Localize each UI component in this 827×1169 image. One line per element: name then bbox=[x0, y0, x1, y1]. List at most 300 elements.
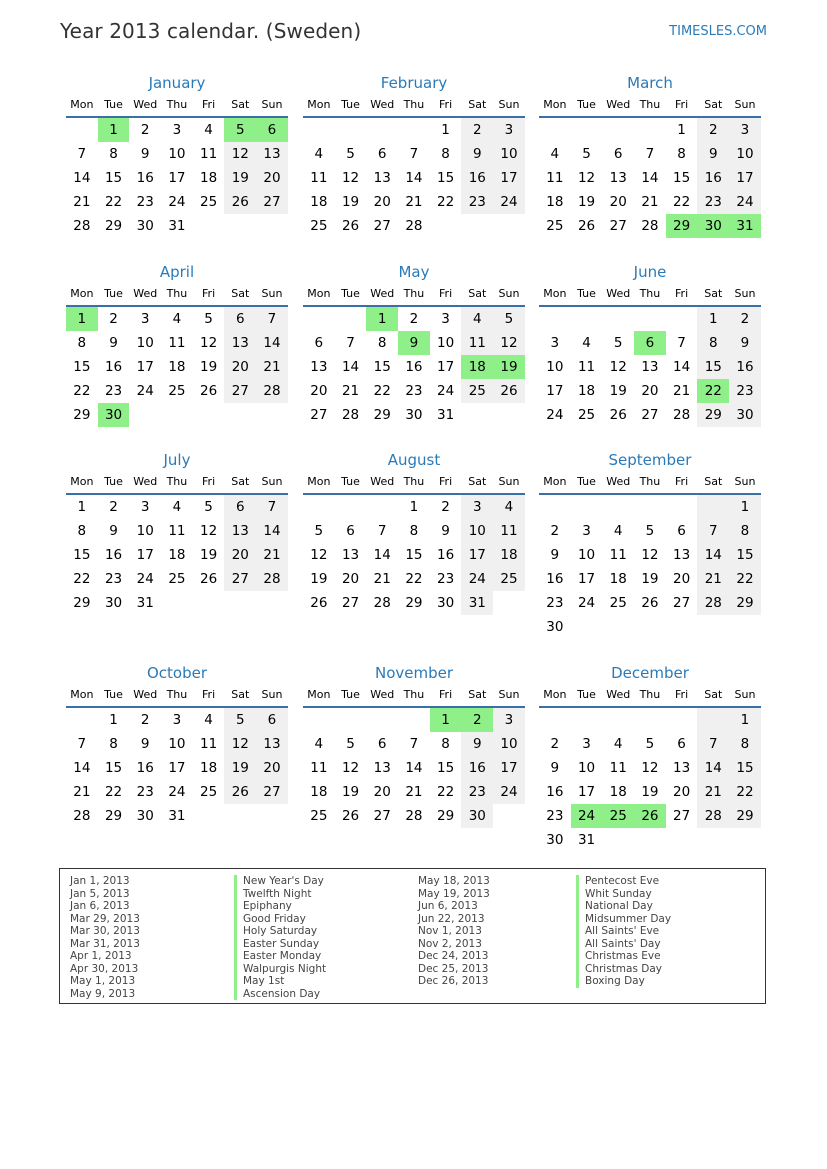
weekday-label: Sun bbox=[498, 98, 520, 111]
day-cell: 28 bbox=[405, 808, 423, 824]
day-cell: 12 bbox=[200, 523, 218, 539]
day-cell: 4 bbox=[314, 736, 324, 752]
day-cell: 13 bbox=[310, 359, 328, 375]
weekday-label: Mon bbox=[307, 98, 331, 111]
day-cell: 1 bbox=[430, 708, 462, 732]
empty-cell bbox=[461, 403, 493, 427]
month-april bbox=[66, 261, 288, 427]
day-cell: 2 bbox=[109, 499, 118, 515]
weekday-label: Tue bbox=[577, 688, 596, 701]
day-cell: 26 bbox=[609, 407, 627, 423]
empty-cell bbox=[461, 214, 493, 238]
day-cell: 18 bbox=[168, 359, 186, 375]
day-cell: 4 bbox=[461, 307, 493, 331]
empty-cell bbox=[571, 118, 603, 142]
day-cell: 29 bbox=[729, 804, 761, 828]
day-cell: 13 bbox=[224, 519, 256, 543]
day-cell: 17 bbox=[729, 166, 761, 190]
day-cell: 1 bbox=[729, 495, 761, 519]
day-cell: 27 bbox=[256, 780, 288, 804]
weekday-header bbox=[539, 684, 761, 708]
day-cell: 21 bbox=[73, 194, 91, 210]
day-cell: 26 bbox=[634, 804, 666, 828]
day-cell: 12 bbox=[224, 732, 256, 756]
day-cell: 29 bbox=[666, 214, 698, 238]
day-cell: 5 bbox=[224, 708, 256, 732]
day-cell: 2 bbox=[729, 307, 761, 331]
day-cell: 12 bbox=[310, 547, 328, 563]
empty-cell bbox=[303, 307, 335, 331]
day-cell: 1 bbox=[409, 499, 419, 515]
weekday-label: Mon bbox=[543, 475, 567, 488]
day-cell: 2 bbox=[697, 118, 729, 142]
day-cell: 10 bbox=[493, 732, 525, 756]
day-cell: 9 bbox=[729, 331, 761, 355]
day-cell: 3 bbox=[461, 495, 493, 519]
weekday-label: Thu bbox=[403, 688, 425, 701]
day-cell: 23 bbox=[136, 784, 154, 800]
weekday-header bbox=[66, 94, 288, 118]
empty-cell bbox=[303, 118, 335, 142]
empty-cell bbox=[634, 828, 666, 852]
day-cell: 19 bbox=[200, 547, 218, 563]
day-cell: 11 bbox=[461, 331, 493, 355]
day-cell: 15 bbox=[437, 170, 455, 186]
day-cell: 30 bbox=[136, 808, 154, 824]
day-cell: 15 bbox=[73, 359, 91, 375]
legend-dates-col2 bbox=[418, 875, 490, 988]
day-cell: 6 bbox=[634, 331, 666, 355]
day-cell: 19 bbox=[641, 571, 659, 587]
empty-cell bbox=[224, 214, 256, 238]
day-cell: 24 bbox=[546, 407, 564, 423]
day-cell: 7 bbox=[677, 335, 686, 351]
day-cell: 5 bbox=[346, 736, 355, 752]
empty-cell bbox=[634, 495, 666, 519]
day-cell: 22 bbox=[104, 784, 123, 800]
weekday-label: Sat bbox=[704, 688, 723, 701]
weekday-label: Sun bbox=[734, 688, 756, 701]
day-cell: 18 bbox=[577, 383, 596, 399]
month-name: May bbox=[398, 263, 430, 281]
weekday-label: Mon bbox=[543, 98, 567, 111]
weekday-label: Mon bbox=[543, 287, 567, 300]
day-cell: 5 bbox=[224, 118, 256, 142]
day-cell: 6 bbox=[677, 736, 686, 752]
empty-cell bbox=[571, 307, 603, 331]
day-cell: 6 bbox=[224, 307, 256, 331]
weekday-label: Wed bbox=[133, 287, 158, 300]
day-cell: 23 bbox=[546, 595, 564, 611]
day-grid bbox=[303, 118, 525, 238]
day-cell: 21 bbox=[641, 194, 659, 210]
weekday-label: Fri bbox=[202, 98, 216, 111]
weekday-header bbox=[303, 283, 525, 307]
empty-cell bbox=[493, 804, 525, 828]
holiday-name: Pentecost Eve bbox=[576, 875, 671, 888]
day-cell: 8 bbox=[677, 146, 686, 162]
empty-cell bbox=[335, 307, 367, 331]
empty-cell bbox=[366, 708, 398, 732]
day-cell: 8 bbox=[409, 523, 419, 539]
weekday-label: Mon bbox=[307, 475, 331, 488]
holiday-date: Nov 2, 2013 bbox=[418, 937, 482, 950]
holiday-name: Easter Monday bbox=[234, 950, 326, 963]
day-cell: 14 bbox=[641, 170, 659, 186]
weekday-label: Thu bbox=[166, 98, 188, 111]
empty-cell bbox=[602, 307, 634, 331]
holiday-date: Mar 31, 2013 bbox=[70, 937, 140, 950]
day-cell: 30 bbox=[405, 407, 423, 423]
day-cell: 9 bbox=[398, 331, 430, 355]
day-cell: 28 bbox=[373, 595, 391, 611]
day-cell: 8 bbox=[109, 146, 118, 162]
day-cell: 28 bbox=[256, 379, 288, 403]
weekday-label: Wed bbox=[606, 475, 631, 488]
empty-cell bbox=[571, 708, 603, 732]
day-cell: 2 bbox=[550, 736, 560, 752]
day-cell: 24 bbox=[437, 383, 455, 399]
weekday-label: Tue bbox=[104, 287, 123, 300]
day-cell: 20 bbox=[256, 166, 288, 190]
month-november bbox=[303, 662, 525, 828]
day-cell: 1 bbox=[109, 712, 118, 728]
weekday-label: Wed bbox=[133, 475, 158, 488]
day-cell: 1 bbox=[98, 118, 130, 142]
holiday-name: Boxing Day bbox=[576, 975, 671, 988]
day-cell: 22 bbox=[373, 383, 391, 399]
day-cell: 7 bbox=[346, 335, 355, 351]
day-cell: 18 bbox=[609, 784, 627, 800]
day-grid bbox=[303, 708, 525, 828]
weekday-header bbox=[303, 471, 525, 495]
day-cell: 1 bbox=[729, 708, 761, 732]
day-grid bbox=[66, 118, 288, 238]
day-cell: 31 bbox=[168, 218, 186, 234]
day-cell: 30 bbox=[546, 619, 564, 635]
day-cell: 4 bbox=[172, 499, 182, 515]
day-cell: 16 bbox=[546, 784, 564, 800]
empty-cell bbox=[539, 708, 571, 732]
day-cell: 12 bbox=[641, 547, 659, 563]
day-cell: 13 bbox=[373, 760, 391, 776]
day-cell: 20 bbox=[224, 355, 256, 379]
day-cell: 3 bbox=[140, 499, 150, 515]
weekday-header bbox=[539, 283, 761, 307]
day-grid bbox=[66, 307, 288, 427]
day-cell: 17 bbox=[493, 756, 525, 780]
day-cell: 30 bbox=[104, 595, 123, 611]
weekday-label: Sun bbox=[498, 475, 520, 488]
empty-cell bbox=[335, 708, 367, 732]
weekday-label: Fri bbox=[439, 688, 453, 701]
weekday-label: Sat bbox=[468, 688, 487, 701]
day-cell: 24 bbox=[136, 571, 154, 587]
weekday-label: Fri bbox=[439, 287, 453, 300]
empty-cell bbox=[66, 118, 98, 142]
day-cell: 12 bbox=[200, 335, 218, 351]
holiday-date: May 18, 2013 bbox=[418, 875, 490, 887]
day-cell: 5 bbox=[613, 335, 623, 351]
weekday-label: Mon bbox=[70, 475, 94, 488]
holiday-name: National Day bbox=[576, 900, 671, 913]
day-cell: 9 bbox=[697, 142, 729, 166]
weekday-label: Wed bbox=[370, 475, 395, 488]
day-cell: 29 bbox=[729, 591, 761, 615]
empty-cell bbox=[129, 403, 161, 427]
day-cell: 30 bbox=[437, 595, 455, 611]
month-name: February bbox=[380, 74, 448, 92]
day-cell: 15 bbox=[373, 359, 391, 375]
day-cell: 11 bbox=[493, 519, 525, 543]
day-cell: 27 bbox=[310, 407, 328, 423]
day-cell: 11 bbox=[200, 736, 218, 752]
day-cell: 17 bbox=[461, 543, 493, 567]
empty-cell bbox=[224, 591, 256, 615]
day-cell: 22 bbox=[405, 571, 423, 587]
day-cell: 28 bbox=[73, 218, 91, 234]
weekday-label: Sun bbox=[734, 475, 756, 488]
day-cell: 28 bbox=[256, 567, 288, 591]
empty-cell bbox=[335, 495, 367, 519]
day-cell: 5 bbox=[582, 146, 591, 162]
holiday-date: Jun 22, 2013 bbox=[418, 912, 485, 925]
weekday-label: Thu bbox=[403, 287, 425, 300]
holiday-date: May 1, 2013 bbox=[70, 975, 136, 987]
day-cell: 11 bbox=[310, 170, 328, 186]
day-cell: 4 bbox=[613, 523, 623, 539]
empty-cell bbox=[539, 118, 571, 142]
day-cell: 13 bbox=[224, 331, 256, 355]
holiday-date: May 9, 2013 bbox=[70, 987, 136, 1000]
weekday-label: Tue bbox=[341, 475, 360, 488]
weekday-label: Fri bbox=[202, 287, 216, 300]
day-cell: 7 bbox=[409, 736, 419, 752]
day-cell: 3 bbox=[729, 118, 761, 142]
day-cell: 18 bbox=[200, 170, 218, 186]
weekday-label: Sat bbox=[231, 475, 250, 488]
empty-cell bbox=[430, 214, 462, 238]
day-cell: 10 bbox=[577, 760, 596, 776]
weekday-label: Thu bbox=[639, 688, 661, 701]
day-cell: 12 bbox=[577, 170, 596, 186]
day-cell: 29 bbox=[697, 403, 729, 427]
day-cell: 16 bbox=[136, 760, 154, 776]
day-cell: 5 bbox=[204, 499, 213, 515]
day-cell: 19 bbox=[609, 383, 627, 399]
day-cell: 23 bbox=[461, 780, 493, 804]
empty-cell bbox=[666, 828, 698, 852]
holiday-date: Jan 1, 2013 bbox=[70, 875, 130, 887]
day-cell: 5 bbox=[346, 146, 355, 162]
day-cell: 6 bbox=[314, 335, 324, 351]
day-cell: 18 bbox=[546, 194, 564, 210]
day-cell: 10 bbox=[168, 736, 186, 752]
page-title: Year 2013 calendar. (Sweden) bbox=[60, 19, 362, 43]
day-cell: 18 bbox=[168, 547, 186, 563]
day-cell: 29 bbox=[104, 218, 123, 234]
day-cell: 18 bbox=[310, 784, 328, 800]
weekday-label: Thu bbox=[639, 98, 661, 111]
day-cell: 9 bbox=[461, 142, 493, 166]
day-cell: 4 bbox=[493, 495, 525, 519]
day-cell: 19 bbox=[493, 355, 525, 379]
day-cell: 10 bbox=[546, 359, 564, 375]
day-cell: 31 bbox=[136, 595, 154, 611]
day-cell: 19 bbox=[224, 756, 256, 780]
day-cell: 6 bbox=[377, 146, 387, 162]
empty-cell bbox=[66, 708, 98, 732]
day-cell: 8 bbox=[697, 331, 729, 355]
day-cell: 16 bbox=[437, 547, 455, 563]
day-cell: 11 bbox=[577, 359, 596, 375]
day-cell: 25 bbox=[609, 595, 627, 611]
holiday-date: Dec 24, 2013 bbox=[418, 950, 489, 962]
day-cell: 11 bbox=[310, 760, 328, 776]
day-cell: 16 bbox=[546, 571, 564, 587]
site-link[interactable]: TIMESLES.COM bbox=[669, 24, 767, 39]
day-cell: 25 bbox=[546, 218, 564, 234]
day-cell: 28 bbox=[341, 407, 360, 423]
day-cell: 22 bbox=[104, 194, 123, 210]
day-cell: 15 bbox=[104, 760, 123, 776]
day-cell: 3 bbox=[493, 708, 525, 732]
empty-cell bbox=[256, 804, 288, 828]
empty-cell bbox=[697, 708, 729, 732]
holiday-name: Holy Saturday bbox=[234, 925, 326, 938]
weekday-label: Thu bbox=[166, 475, 188, 488]
month-august bbox=[303, 449, 525, 615]
day-cell: 31 bbox=[168, 808, 186, 824]
day-cell: 13 bbox=[341, 547, 360, 563]
day-cell: 20 bbox=[373, 784, 391, 800]
day-cell: 5 bbox=[645, 523, 655, 539]
day-cell: 11 bbox=[168, 335, 186, 351]
empty-cell bbox=[398, 708, 430, 732]
day-cell: 13 bbox=[373, 170, 391, 186]
day-cell: 22 bbox=[673, 194, 691, 210]
day-cell: 29 bbox=[437, 808, 455, 824]
holiday-name: Twelfth Night bbox=[234, 888, 326, 901]
weekday-label: Sun bbox=[261, 98, 283, 111]
day-cell: 14 bbox=[73, 170, 91, 186]
month-march bbox=[539, 72, 761, 238]
day-cell: 3 bbox=[441, 311, 450, 327]
day-cell: 18 bbox=[493, 543, 525, 567]
weekday-header bbox=[66, 471, 288, 495]
day-cell: 19 bbox=[310, 571, 328, 587]
day-cell: 25 bbox=[493, 567, 525, 591]
day-cell: 23 bbox=[405, 383, 423, 399]
holiday-name: Christmas Day bbox=[576, 963, 671, 976]
day-cell: 23 bbox=[136, 194, 154, 210]
day-cell: 16 bbox=[104, 547, 123, 563]
day-cell: 7 bbox=[256, 307, 288, 331]
day-cell: 12 bbox=[341, 170, 360, 186]
day-cell: 13 bbox=[256, 732, 288, 756]
day-cell: 6 bbox=[256, 708, 288, 732]
day-cell: 23 bbox=[437, 571, 455, 587]
weekday-label: Tue bbox=[577, 287, 596, 300]
holiday-date: Apr 30, 2013 bbox=[70, 962, 139, 975]
day-cell: 25 bbox=[310, 218, 328, 234]
day-cell: 2 bbox=[441, 499, 450, 515]
day-cell: 20 bbox=[673, 784, 691, 800]
day-grid bbox=[539, 708, 761, 852]
day-cell: 7 bbox=[77, 146, 87, 162]
day-cell: 22 bbox=[437, 784, 455, 800]
day-cell: 14 bbox=[405, 170, 423, 186]
month-february bbox=[303, 72, 525, 238]
day-cell: 18 bbox=[461, 355, 493, 379]
day-cell: 28 bbox=[697, 804, 729, 828]
day-cell: 28 bbox=[73, 808, 91, 824]
day-cell: 4 bbox=[613, 736, 623, 752]
weekday-label: Sat bbox=[468, 98, 487, 111]
day-cell: 21 bbox=[256, 543, 288, 567]
weekday-label: Mon bbox=[70, 688, 94, 701]
weekday-label: Wed bbox=[370, 287, 395, 300]
day-cell: 27 bbox=[373, 808, 391, 824]
day-cell: 26 bbox=[341, 808, 360, 824]
day-cell: 13 bbox=[673, 760, 691, 776]
day-cell: 6 bbox=[613, 146, 623, 162]
day-cell: 25 bbox=[200, 784, 218, 800]
day-cell: 22 bbox=[697, 379, 729, 403]
weekday-label: Wed bbox=[370, 688, 395, 701]
day-cell: 6 bbox=[677, 523, 686, 539]
month-july bbox=[66, 449, 288, 615]
day-cell: 14 bbox=[341, 359, 360, 375]
day-cell: 14 bbox=[73, 760, 91, 776]
day-cell: 27 bbox=[641, 407, 659, 423]
holiday-date: May 19, 2013 bbox=[418, 887, 490, 900]
day-cell: 25 bbox=[461, 379, 493, 403]
day-cell: 8 bbox=[77, 335, 87, 351]
holiday-name: New Year's Day bbox=[234, 875, 326, 888]
day-cell: 9 bbox=[109, 523, 118, 539]
holiday-name: Easter Sunday bbox=[234, 938, 326, 951]
day-cell: 5 bbox=[493, 307, 525, 331]
day-cell: 21 bbox=[405, 194, 423, 210]
holiday-name: Whit Sunday bbox=[576, 888, 671, 901]
day-cell: 23 bbox=[546, 808, 564, 824]
day-cell: 23 bbox=[461, 190, 493, 214]
day-cell: 4 bbox=[582, 335, 591, 351]
weekday-label: Mon bbox=[543, 688, 567, 701]
day-cell: 27 bbox=[256, 190, 288, 214]
holiday-date: Jun 6, 2013 bbox=[418, 900, 478, 912]
weekday-label: Fri bbox=[675, 688, 689, 701]
day-cell: 20 bbox=[641, 383, 659, 399]
weekday-label: Wed bbox=[606, 688, 631, 701]
month-name: March bbox=[627, 74, 673, 92]
weekday-label: Tue bbox=[577, 98, 596, 111]
day-cell: 20 bbox=[310, 383, 328, 399]
empty-cell bbox=[493, 403, 525, 427]
weekday-label: Fri bbox=[202, 475, 216, 488]
empty-cell bbox=[634, 615, 666, 639]
weekday-header bbox=[66, 283, 288, 307]
legend-names-col1 bbox=[234, 875, 326, 1000]
day-cell: 29 bbox=[73, 407, 91, 423]
day-cell: 1 bbox=[441, 122, 450, 138]
holiday-name: Good Friday bbox=[234, 913, 326, 926]
weekday-header bbox=[303, 94, 525, 118]
weekday-header bbox=[66, 684, 288, 708]
weekday-label: Tue bbox=[341, 688, 360, 701]
day-cell: 18 bbox=[609, 571, 627, 587]
